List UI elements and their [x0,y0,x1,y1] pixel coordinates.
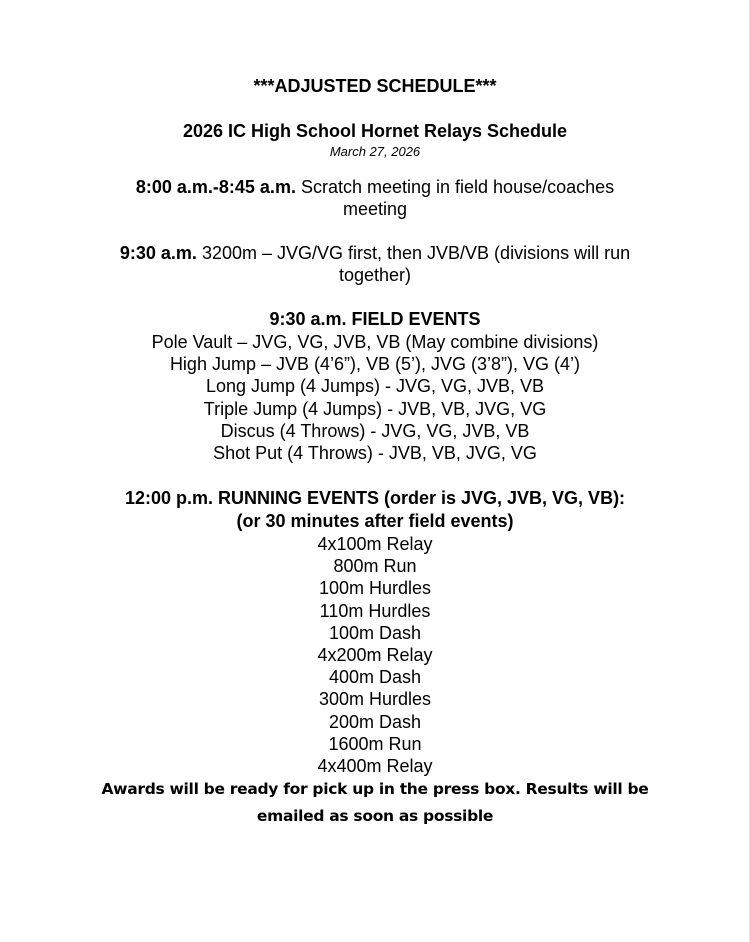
list-item: Discus (4 Throws) - JVG, VG, JVB, VB [220,420,530,441]
list-item: 100m Hurdles [318,578,432,599]
awards-note-line-1: Awards will be ready for pick up in the press box. Results will be [101,780,649,798]
run-3200-line-2: together) [338,265,412,285]
page-title: 2026 IC High School Hornet Relays Schedule [182,121,568,141]
list-item: 200m Dash [328,711,422,732]
list-item: 4x100m Relay [317,534,433,554]
adjusted-schedule-heading: ***ADJUSTED SCHEDULE*** [253,76,497,96]
field-events-list [0,331,750,464]
list-item: 400m Dash [328,667,422,688]
running-events-list [0,533,750,777]
running-events-subheading: (or 30 minutes after field events) [236,511,514,531]
scratch-meeting-time: 8:00 a.m.-8:45 a.m. [135,177,296,197]
run-3200-text: 3200m – JVG/VG first, then JVB/VB (divisions will run [196,243,631,263]
list-item: 4x200m Relay [317,644,433,665]
run-3200-time: 9:30 a.m. [119,243,197,263]
list-item: 800m Run [333,556,417,577]
list-item: Shot Put (4 Throws) - JVB, VB, JVG, VG [213,442,537,463]
awards-note-line-2: emailed as soon as possible [256,807,494,825]
list-item: Pole Vault – JVG, VG, JVB, VB (May combine divisions) [151,332,599,352]
list-item: 4x400m Relay [317,755,433,776]
list-item: Long Jump (4 Jumps) - JVG, VG, JVB, VB [205,376,545,397]
running-events-heading: 12:00 p.m. RUNNING EVENTS (order is JVG, JVB, VG, VB): [124,488,626,508]
list-item: 1600m Run [328,733,422,754]
list-item: 300m Hurdles [318,689,432,710]
scratch-meeting-line [0,176,750,199]
list-item: 110m Hurdles [319,600,431,621]
run-3200-line [0,242,750,265]
list-item: High Jump – JVB (4’6”), VB (5’), JVG (3’8”), VG (4’) [169,354,581,375]
field-events-heading: 9:30 a.m. FIELD EVENTS [269,309,481,329]
scratch-meeting-line-2: meeting [342,199,408,219]
list-item: Triple Jump (4 Jumps) - JVB, VB, JVG, VG [203,398,547,419]
event-date: March 27, 2026 [329,144,421,159]
awards-note [0,776,750,830]
list-item: 100m Dash [328,622,422,643]
scratch-meeting-text: Scratch meeting in field house/coaches [295,177,615,197]
